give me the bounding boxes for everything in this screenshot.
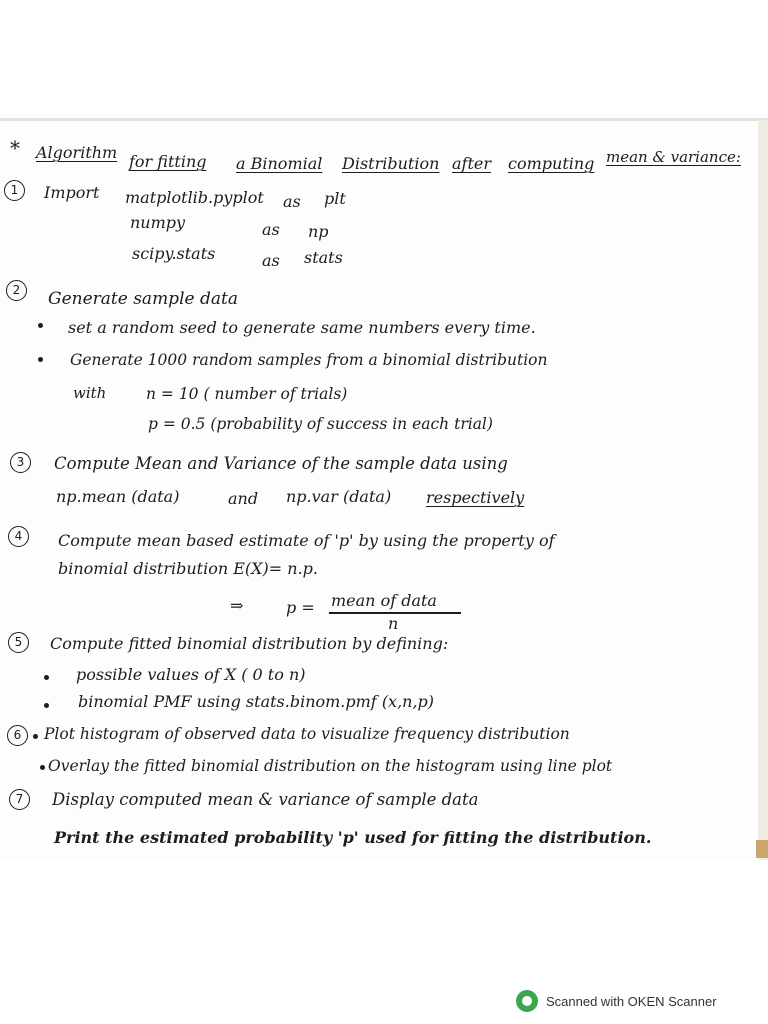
step-4-line-2: binomial distribution E(X)= n.p. [58,559,318,578]
step-3-respectively: respectively [426,488,525,507]
oken-scanner-logo-icon [516,990,538,1012]
step-7-number: 7 [9,789,30,810]
step-2-bullet-1 [38,323,43,328]
step-6-line-1: Plot histogram of observed data to visualize frequency distribution [44,725,570,743]
step-1-alias-np: np [308,222,329,241]
title-part-after: after [452,154,492,173]
title-part-distribution: Distribution [342,154,440,173]
step-1-alias-plt: plt [324,189,346,208]
scanner-watermark [516,990,717,1012]
step-4-implies-arrow: ⇒ [230,596,244,615]
step-6-bullet-2 [40,765,45,770]
step-5-number: 5 [8,632,29,653]
step-5-bullet-2-text: binomial PMF using stats.binom.pmf (x,n,p) [78,692,435,711]
step-3-number: 3 [10,452,31,473]
step-4-line-1: Compute mean based estimate of 'p' by using the property of [58,531,555,550]
page-corner-shadow [756,840,768,858]
step-4-fraction-denominator: n [388,614,399,633]
step-2-number: 2 [6,280,27,301]
step-6-number: 6 [7,725,28,746]
page-top-edge [0,118,768,121]
step-2-title: Generate sample data [48,289,238,309]
step-3-line-1: Compute Mean and Variance of the sample data using [54,454,508,473]
step-1-as-3: as [262,251,280,270]
step-2-param-p: p = 0.5 (probability of success in each trial) [148,415,493,433]
step-4-fraction-numerator: mean of data [331,591,437,610]
title-part-fitting: for fitting [129,152,207,171]
page-right-edge [758,120,768,860]
step-4-number: 4 [8,526,29,547]
title-part-algorithm: Algorithm [36,143,118,162]
step-2-bullet-2 [38,357,43,362]
title-part-mean-variance: mean & variance: [606,148,741,166]
step-2-bullet-2-text: Generate 1000 random samples from a binomial distribution [70,351,548,369]
step-1-lib-matplotlib: matplotlib.pyplot [125,188,264,207]
title-part-computing: computing [508,154,595,173]
step-5-bullet-1-text: possible values of X ( 0 to n) [76,665,306,684]
step-2-param-n: n = 10 ( number of trials) [146,385,348,403]
step-3-np-mean: np.mean (data) [56,487,180,506]
step-1-lib-scipy: scipy.stats [132,244,216,263]
step-3-np-var: np.var (data) [286,487,392,506]
title-star: * [10,136,20,160]
step-2-bullet-1-text: set a random seed to generate same numbers every time. [68,318,536,337]
step-1-as-2: as [262,220,280,239]
step-1-alias-stats: stats [304,248,343,267]
step-4-p-equals: p = [286,598,315,617]
step-5-bullet-2 [44,703,49,708]
step-1-as-1: as [283,192,301,211]
step-5-line-1: Compute fitted binomial distribution by defining: [50,634,449,653]
step-1-import-keyword: Import [44,183,100,202]
step-6-bullet-1 [33,734,38,739]
step-7-line-1: Display computed mean & variance of sample data [52,790,479,809]
step-2-with: with [73,384,107,402]
title-part-binomial: a Binomial [236,154,323,173]
step-5-bullet-1 [44,675,49,680]
scanner-watermark-text: Scanned with OKEN Scanner [546,993,717,1009]
step-1-lib-numpy: numpy [130,213,186,232]
step-6-line-2: Overlay the fitted binomial distribution on the histogram using line plot [48,757,613,775]
step-7-line-2: Print the estimated probability 'p' used for fitting the distribution. [54,828,652,847]
step-3-and: and [228,489,259,508]
step-1-number: 1 [4,180,25,201]
